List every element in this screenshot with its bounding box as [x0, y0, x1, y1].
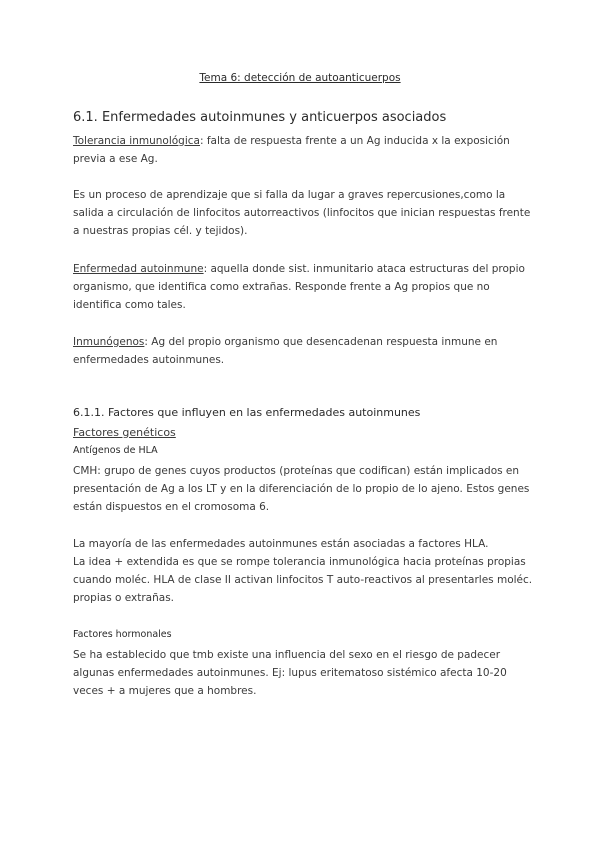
- paragraph-cmh: CMH: grupo de genes cuyos productos (proteínas que codifican) están implicados en presentación de Ag a los LT y en la diferenciación de lo propio de lo ajeno. Estos genes están dispuestos en el cromosoma 6.: [73, 465, 530, 513]
- paragraph-enfermedad-autoinmune: [73, 260, 533, 314]
- document-title: Tema 6: detección de autoanticuerpos: [199, 72, 401, 84]
- section-6-1-1-heading: 6.1.1. Factores que influyen en las enfermedades autoinmunes: [73, 406, 421, 419]
- definition-inmunogenos: : Ag del propio organismo que desencadenan respuesta inmune en enfermedades autoinmunes.: [73, 336, 498, 366]
- paragraph-hla-tolerancia: La idea + extendida es que se rompe tolerancia inmunológica hacia proteínas propias cuando moléc. HLA de clase II activan linfocitos T auto-reactivos al presentarles moléc. propias o extrañas.: [73, 556, 533, 604]
- subheading-factores-hormonales: Factores hormonales: [73, 629, 172, 640]
- definition-enfermedad-autoinmune: : aquella donde sist. inmunitario ataca estructuras del propio organismo, que identifica como extrañas. Responde frente a Ag propios que no identifica como tales.: [73, 263, 525, 311]
- section-6-1-heading: 6.1. Enfermedades autoinmunes y anticuerpos asociados: [73, 110, 447, 125]
- paragraph-hormonal: Se ha establecido que tmb existe una influencia del sexo en el riesgo de padecer algunas enfermedades autoinmunes. Ej: lupus eritematoso sistémico afecta 10-20 veces + a mujeres que a hombres.: [73, 649, 507, 697]
- paragraph-inmunogenos: [73, 333, 533, 369]
- definition-tolerancia: : falta de respuesta frente a un Ag inducida x la exposición previa a ese Ag.: [73, 135, 510, 165]
- paragraph-hla-asociacion: La mayoría de las enfermedades autoinmunes están asociadas a factores HLA.: [73, 538, 489, 550]
- subheading-antigenos-hla: Antígenos de HLA: [73, 445, 158, 456]
- term-inmunogenos: Inmunógenos: [73, 336, 145, 348]
- paragraph-tolerancia: [73, 132, 533, 168]
- term-tolerancia: Tolerancia inmunológica: [73, 135, 200, 147]
- term-enfermedad-autoinmune: Enfermedad autoinmune: [73, 263, 204, 275]
- paragraph-aprendizaje: Es un proceso de aprendizaje que si falla da lugar a graves repercusiones,como la salida a circulación de linfocitos autorreactivos (linfocitos que inician respuestas frente a nuestras propias cél. y tejidos).: [73, 189, 531, 237]
- subheading-factores-geneticos: Factores genéticos: [73, 426, 176, 439]
